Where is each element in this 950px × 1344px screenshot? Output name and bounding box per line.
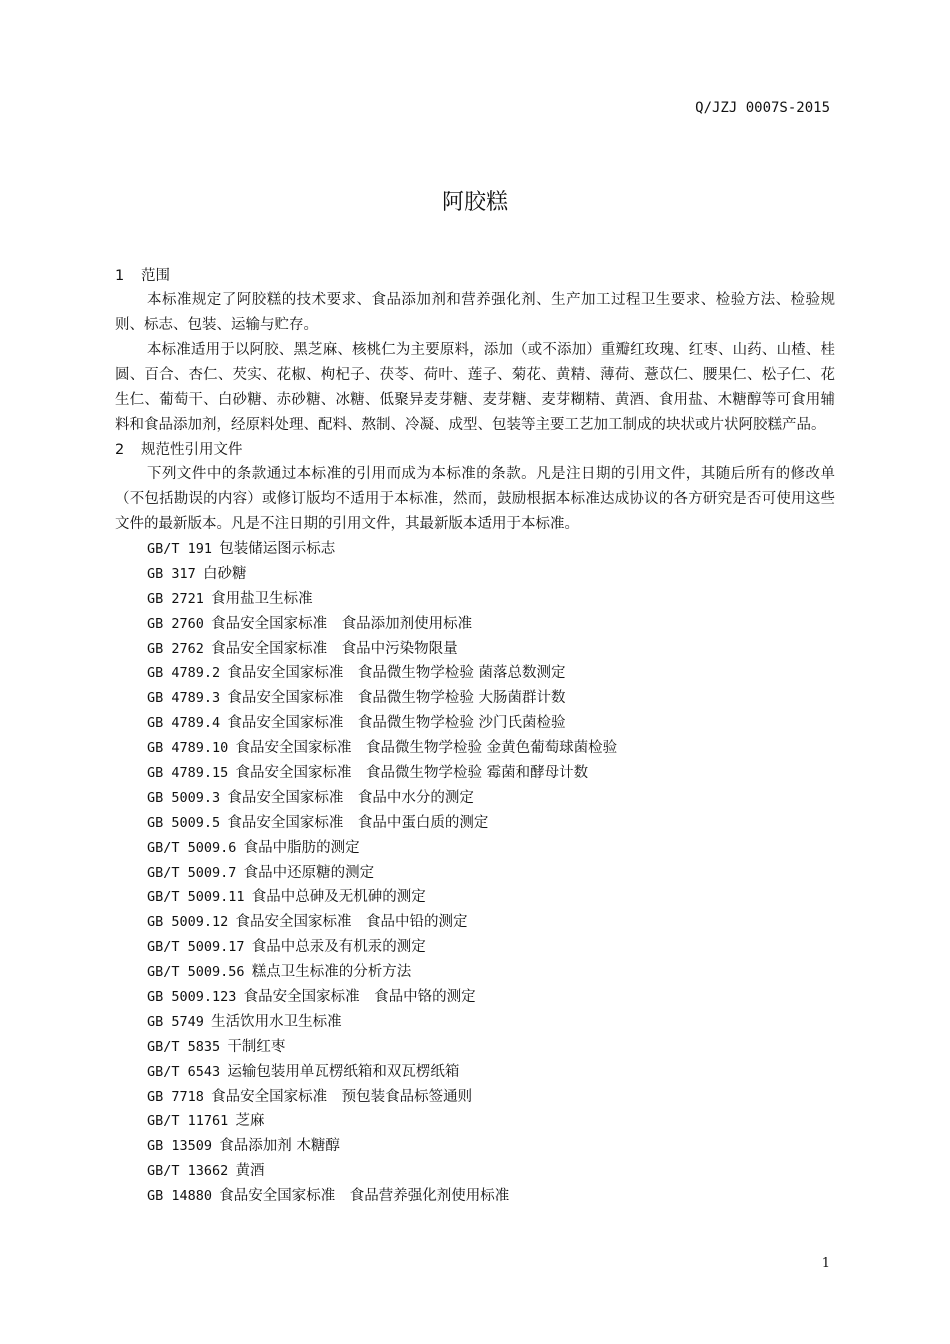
reference-code: GB 13509 (147, 1138, 213, 1155)
reference-item (147, 761, 835, 786)
reference-title: 食品安全国家标准 食品微生物学检验 大肠菌群计数 (227, 690, 566, 707)
reference-title: 食品中脂肪的测定 (243, 839, 360, 856)
document-body (115, 264, 835, 1209)
reference-title: 食品安全国家标准 食品中污染物限量 (211, 640, 458, 657)
reference-title: 糕点卫生标准的分析方法 (251, 964, 412, 981)
reference-title: 食品中总汞及有机汞的测定 (251, 939, 426, 956)
reference-code: GB/T 11761 (147, 1113, 229, 1130)
reference-title: 黄酒 (235, 1163, 265, 1180)
reference-item (147, 661, 835, 686)
reference-code: GB 2721 (147, 590, 204, 607)
reference-code: GB/T 5009.17 (147, 939, 245, 956)
reference-item (147, 537, 835, 562)
section-2-paragraph: 下列文件中的条款通过本标准的引用而成为本标准的条款。凡是注日期的引用文件，其随后所有的修改单（不包括勘误的内容）或修订版均不适用于本标准，然而，鼓励根据本标准达成协议的各方研究是否可使用这些文件的最新版本。凡是不注日期的引用文件，其最新版本适用于本标准。 (115, 466, 835, 532)
reference-title: 生活饮用水卫生标准 (211, 1013, 342, 1030)
reference-item (147, 885, 835, 910)
reference-title: 食品中还原糖的测定 (243, 864, 375, 881)
reference-item (147, 960, 835, 985)
reference-code: GB 5009.3 (147, 789, 221, 806)
page-title: 阿胶糕 (441, 190, 508, 215)
reference-code: GB 14880 (147, 1188, 213, 1205)
reference-code: GB 4789.10 (147, 740, 229, 757)
reference-item (147, 1109, 835, 1134)
reference-item (147, 612, 835, 637)
page-number: 1 (821, 1256, 830, 1271)
reference-title: 白砂糖 (203, 565, 247, 582)
reference-item (147, 786, 835, 811)
reference-item (147, 836, 835, 861)
reference-title: 食品安全国家标准 食品中铬的测定 (243, 989, 476, 1006)
section-2-heading (115, 438, 835, 462)
reference-code: GB 4789.15 (147, 765, 229, 782)
reference-code: GB 317 (147, 565, 196, 582)
section-2-number: 2 (115, 442, 125, 458)
reference-code: GB/T 13662 (147, 1163, 229, 1180)
reference-code: GB 2760 (147, 615, 204, 632)
reference-title: 食品安全国家标准 食品微生物学检验 霉菌和酵母计数 (235, 765, 589, 782)
reference-title: 食品添加剂 木糖醇 (219, 1138, 340, 1155)
section-1-paragraph-1: 本标准规定了阿胶糕的技术要求、食品添加剂和营养强化剂、生产加工过程卫生要求、检验方法、检验规则、标志、包装、运输与贮存。 (115, 292, 835, 333)
section-1-heading (115, 264, 835, 288)
reference-title: 芝麻 (235, 1113, 265, 1130)
section-1-title: 范围 (141, 268, 170, 284)
reference-title: 食品安全国家标准 食品营养强化剂使用标准 (219, 1188, 510, 1205)
reference-code: GB 5009.5 (147, 814, 221, 831)
reference-item (147, 637, 835, 662)
reference-item (147, 1085, 835, 1110)
reference-item (147, 711, 835, 736)
reference-title: 运输包装用单瓦楞纸箱和双瓦楞纸箱 (227, 1063, 460, 1080)
reference-item (147, 985, 835, 1010)
reference-code: GB 7718 (147, 1088, 204, 1105)
reference-title: 食品安全国家标准 食品中铅的测定 (235, 914, 468, 931)
reference-item (147, 1134, 835, 1159)
reference-title: 食用盐卫生标准 (211, 590, 313, 607)
reference-item (147, 587, 835, 612)
document-code: Q/JZJ 0007S-2015 (695, 100, 830, 116)
reference-title: 食品安全国家标准 食品中水分的测定 (227, 789, 474, 806)
reference-code: GB/T 5009.6 (147, 839, 237, 856)
reference-code: GB 4789.4 (147, 715, 221, 732)
section-1-number: 1 (115, 268, 125, 284)
reference-item (147, 1060, 835, 1085)
reference-item (147, 1184, 835, 1209)
reference-list (115, 537, 835, 1209)
reference-code: GB/T 5009.11 (147, 889, 245, 906)
reference-title: 包装储运图示标志 (219, 541, 336, 557)
reference-title: 食品安全国家标准 食品添加剂使用标准 (211, 615, 473, 632)
reference-code: GB 4789.3 (147, 690, 221, 707)
reference-item (147, 686, 835, 711)
reference-code: GB/T 5835 (147, 1038, 221, 1055)
reference-title: 食品安全国家标准 食品微生物学检验 菌落总数测定 (227, 665, 566, 682)
reference-title: 食品中总砷及无机砷的测定 (251, 889, 426, 906)
section-1-paragraph-2: 本标准适用于以阿胶、黑芝麻、核桃仁为主要原料，添加（或不添加）重瓣红玫瑰、红枣、山药、山楂、桂圆、百合、杏仁、芡实、花椒、枸杞子、茯苓、荷叶、莲子、菊花、黄精、薄荷、薏苡仁、腰果仁、松子仁、花生仁、葡萄干、白砂糖、赤砂糖、冰糖、低聚异麦芽糖、麦芽糖、麦芽糊精、黄酒、食用盐、木糖醇等可食用辅料和食品添加剂，经原料处理、配料、熬制、冷凝、成型、包装等主要工艺加工制成的块状或片状阿胶糕产品。 (115, 342, 835, 433)
reference-title: 食品安全国家标准 食品中蛋白质的测定 (227, 814, 489, 831)
reference-item (147, 861, 835, 886)
reference-title: 食品安全国家标准 食品微生物学检验 金黄色葡萄球菌检验 (235, 740, 618, 757)
reference-code: GB 5749 (147, 1013, 204, 1030)
reference-item (147, 811, 835, 836)
reference-code: GB 5009.12 (147, 914, 229, 931)
reference-item (147, 736, 835, 761)
reference-code: GB 5009.123 (147, 989, 237, 1006)
reference-code: GB 2762 (147, 640, 204, 657)
reference-item (147, 935, 835, 960)
reference-item (147, 1010, 835, 1035)
reference-code: GB/T 5009.56 (147, 964, 245, 981)
reference-code: GB/T 6543 (147, 1063, 221, 1080)
reference-code: GB/T 191 (147, 541, 213, 557)
reference-code: GB/T 5009.7 (147, 864, 237, 881)
reference-item (147, 562, 835, 587)
reference-title: 食品安全国家标准 预包装食品标签通则 (211, 1088, 473, 1105)
reference-code: GB 4789.2 (147, 665, 221, 682)
reference-item (147, 1159, 835, 1184)
reference-title: 食品安全国家标准 食品微生物学检验 沙门氏菌检验 (227, 715, 566, 732)
reference-item (147, 910, 835, 935)
section-2-title: 规范性引用文件 (141, 442, 243, 458)
reference-item (147, 1035, 835, 1060)
reference-title: 干制红枣 (227, 1038, 286, 1055)
